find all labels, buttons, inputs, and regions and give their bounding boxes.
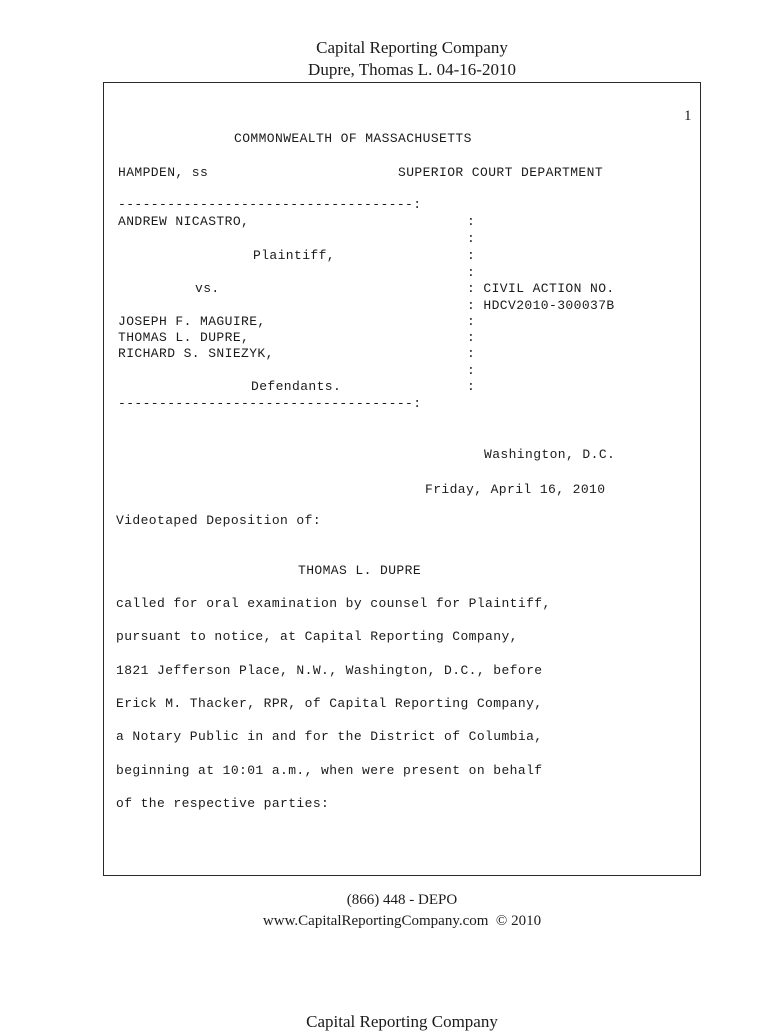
footer-phone: (866) 448 - DEPO (346, 892, 458, 908)
court-title: COMMONWEALTH OF MASSACHUSETTS (234, 131, 472, 146)
caption-colon: : (467, 314, 476, 329)
caption-colon: : (467, 248, 476, 263)
company-header: Capital Reporting Company (316, 38, 508, 57)
body-line: a Notary Public in and for the District of Columbia, (116, 729, 543, 744)
caption-divider-bottom: ------------------------------------: (118, 396, 422, 411)
caption-colon: : (467, 330, 476, 345)
caption-colon: : (467, 265, 476, 280)
versus: vs. (195, 281, 220, 296)
body-line: called for oral examination by counsel for Plaintiff, (116, 596, 551, 611)
defendant-name: JOSEPH F. MAGUIRE, (118, 314, 266, 329)
deponent-name: THOMAS L. DUPRE (298, 563, 422, 578)
body-line: of the respective parties: (116, 796, 330, 811)
body-line: 1821 Jefferson Place, N.W., Washington, D.C., before (116, 663, 543, 678)
plaintiff-name: ANDREW NICASTRO, (118, 214, 250, 229)
caption-colon: : (467, 214, 476, 229)
caption-divider-top: ------------------------------------: (118, 197, 422, 212)
caption-colon: : (467, 363, 476, 378)
witness-date-header: Dupre, Thomas L. 04-16-2010 (308, 60, 516, 79)
footer-website-copyright: www.CapitalReportingCompany.com © 2010 (262, 913, 542, 929)
caption-colon: : (467, 231, 476, 246)
civil-action-label: : CIVIL ACTION NO. (467, 281, 615, 296)
caption-colon: : (467, 379, 476, 394)
body-line: pursuant to notice, at Capital Reporting Company, (116, 629, 518, 644)
defendant-name: RICHARD S. SNIEZYK, (118, 346, 274, 361)
defendants-label: Defendants. (251, 379, 342, 394)
court-department: SUPERIOR COURT DEPARTMENT (398, 165, 604, 180)
deposition-date: Friday, April 16, 2010 (425, 482, 606, 497)
plaintiff-label: Plaintiff, (253, 248, 336, 263)
county: HAMPDEN, ss (118, 165, 209, 180)
next-page-header: Capital Reporting Company (306, 1012, 498, 1031)
body-line: beginning at 10:01 a.m., when were present on behalf (116, 763, 543, 778)
deposition-label: Videotaped Deposition of: (116, 513, 322, 528)
page-number: 1 (684, 108, 692, 124)
deposition-location: Washington, D.C. (484, 447, 616, 462)
defendant-name: THOMAS L. DUPRE, (118, 330, 250, 345)
case-number: : HDCV2010-300037B (467, 298, 615, 313)
caption-colon: : (467, 346, 476, 361)
body-line: Erick M. Thacker, RPR, of Capital Reporting Company, (116, 696, 543, 711)
